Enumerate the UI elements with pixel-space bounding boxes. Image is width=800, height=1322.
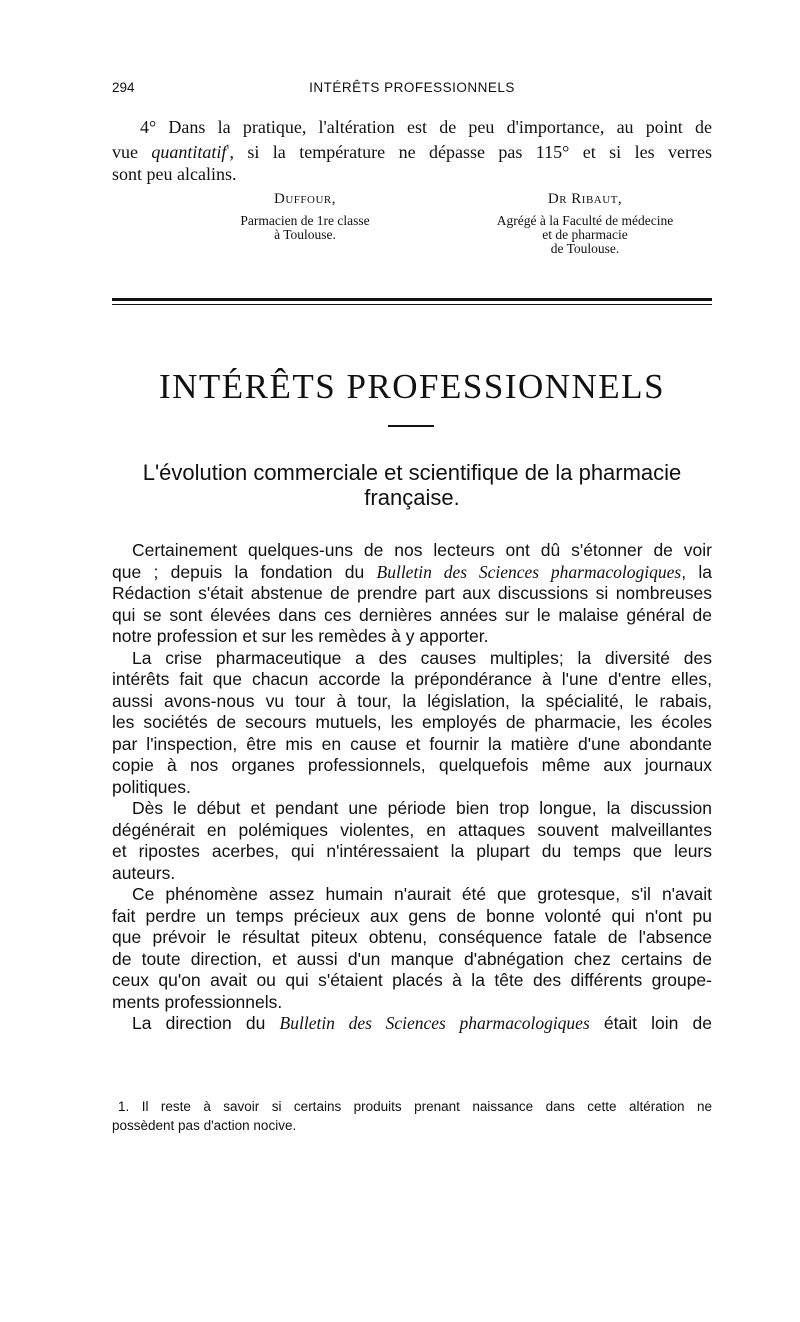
text-line: fait perdre un temps précieux aux gens de bonne volonté qui n'ont pu (112, 905, 712, 926)
section-divider-thick (112, 298, 712, 301)
text-line: aussi avons-nous vu tour à tour, la législation, la spécialité, le rabais, (112, 690, 712, 711)
text-run: que ; depuis la fondation du (112, 561, 377, 582)
article-title-line: L'évolution commerciale et scientifique de la pharmacie (142, 460, 682, 485)
text-run: était loin de (589, 1013, 712, 1033)
paragraph (112, 648, 712, 799)
paragraph (112, 540, 712, 648)
text-line (112, 1013, 712, 1035)
title-underline (388, 425, 434, 427)
text-line: Rédaction s'était abstenue de prendre part aux discussions si nombreuses (112, 583, 712, 603)
text-line (112, 562, 712, 584)
text-line: Certainement quelques-uns de nos lecteurs ont dû s'étonner de voir (132, 540, 712, 560)
signature-left (200, 192, 410, 242)
intro-text: vue (112, 142, 152, 162)
article-title (112, 460, 712, 510)
signature-name: Dr Ribaut, (547, 191, 623, 207)
paragraph (112, 884, 712, 1013)
text-line: par l'inspection, être mis en cause et fournir la matière d'une abondante (112, 733, 712, 754)
text-run: La direction du (132, 1013, 280, 1033)
journal-title: Bulletin des Sciences pharmacologiques (376, 561, 682, 582)
intro-text: , si la température ne dépasse pas 115° et si les verres (229, 142, 712, 162)
journal-title: Bulletin des Sciences pharmacologiques (279, 1013, 590, 1033)
text-line: copie à nos organes professionnels, quelquefois même aux journaux (112, 755, 712, 775)
text-line: La crise pharmaceutique a des causes multiples; la diversité des (132, 647, 712, 668)
text-run: , la (681, 561, 712, 582)
text-line: intérêts fait que chacun accorde la prépondérance à l'une d'entre elles, (112, 669, 712, 689)
text-line: Ce phénomène assez humain n'aurait été que grotesque, s'il n'avait (132, 884, 712, 904)
text-line: qui se sont élevées dans ces dernières années sur le malaise général de (112, 604, 712, 625)
signature-name: Duffour, (274, 191, 336, 207)
signature-line: à Toulouse. (274, 227, 336, 242)
page-number: 294 (112, 80, 135, 95)
section-divider-thin (112, 304, 712, 305)
text-line: dégénérait en polémiques violentes, en attaques souvent malveillantes (112, 819, 712, 840)
paragraph (112, 798, 712, 884)
footnote-ref: ¹ (226, 143, 230, 154)
text-line: Dès le début et pendant une période bien trop longue, la discussion (132, 798, 712, 818)
footnote-line: possèdent pas d'action nocive. (112, 1118, 297, 1133)
running-title: INTÉRÊTS PROFESSIONNELS (309, 80, 515, 95)
article-title-line: française. (364, 485, 460, 510)
footnote (112, 1097, 712, 1135)
text-line: de toute direction, et aussi d'un manque d'abnégation chez certains de (112, 948, 712, 969)
signature-line: Agrégé à la Faculté de médecine (496, 213, 674, 228)
text-line: notre profession et sur les remèdes à y apporter. (112, 626, 489, 646)
signature-right (455, 192, 715, 256)
text-line: et ripostes acerbes, qui n'intéressaient la plupart du temps que leurs (112, 841, 712, 861)
paragraph (112, 1013, 712, 1035)
article-body (112, 540, 712, 1035)
intro-line: 4° Dans la pratique, l'altération est de peu d'importance, au point de (140, 117, 712, 137)
text-line: auteurs. (112, 862, 176, 883)
section-title: INTÉRÊTS PROFESSIONNELS (158, 367, 666, 406)
intro-emphasis: quantitatif (151, 142, 227, 162)
intro-line: sont peu alcalins. (112, 164, 237, 184)
text-line: ments professionnels. (112, 991, 283, 1012)
page-header (112, 80, 712, 100)
text-line: ceux qu'on avait ou qui s'étaient placés à la tête des différents groupe- (112, 970, 712, 990)
intro-paragraph (112, 116, 712, 185)
text-line: politiques. (112, 776, 191, 797)
signature-line: Parmacien de 1re classe (240, 213, 370, 228)
signature-line: et de pharmacie (542, 227, 628, 242)
text-line: que prévoir le résultat piteux obtenu, conséquence fatale de l'absence (112, 927, 712, 947)
intro-line (112, 138, 712, 163)
text-line: les sociétés de secours mutuels, les employés de pharmacie, les écoles (112, 712, 712, 732)
footnote-line: 1. Il reste à savoir si certains produits prenant naissance dans cette altération ne (118, 1099, 712, 1114)
signature-line: de Toulouse. (550, 241, 620, 256)
